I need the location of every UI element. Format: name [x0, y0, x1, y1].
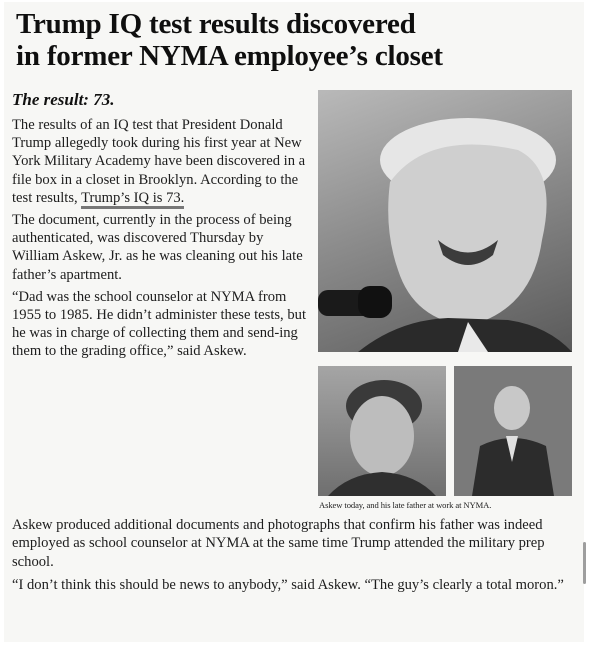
askew-today-photo [318, 366, 446, 496]
highlighted-iq-text: Trump’s IQ is 73. [81, 190, 184, 209]
headline [16, 8, 581, 72]
paragraph-3: “Dad was the school counselor at NYMA from 1955 to 1985. He didn’t administer these tests, but he was in charge of collecting them and send-ing them to the grading office,” said Askew. [12, 288, 307, 360]
headline-line-2: in former NYMA employee’s closet [16, 40, 443, 72]
paragraph-1 [12, 116, 308, 207]
trump-speaking-photo [318, 90, 572, 352]
photo-caption: Askew today, and his late father at work at NYMA. [319, 500, 492, 510]
scrollbar[interactable] [583, 542, 586, 584]
paragraph-2: The document, currently in the process of being authenticated, was discovered Thursday by William Askew, Jr. as he was cleaning out his late father’s apartment. [12, 212, 303, 283]
paragraph-1-text: The results of an IQ test that President Donald Trump allegedly took during his first year at New York Military Academy have been discovered in a file box in a closet in Brooklyn. According to the test results, [12, 117, 306, 206]
paragraph-4: Askew produced additional documents and photographs that confirm his father was indeed employed as school counselor at NYMA at the same time Trump attended the military prep school. [12, 517, 545, 570]
article-column [12, 116, 308, 365]
askew-father-photo [454, 366, 572, 496]
subheadline: The result: 73. [12, 90, 115, 109]
headline-line-1: Trump IQ test results discovered [16, 8, 416, 40]
paragraph-5: “I don’t think this should be news to anybody,” said Askew. “The guy’s clearly a total moron.” [12, 577, 564, 594]
article-continuation [12, 516, 572, 600]
